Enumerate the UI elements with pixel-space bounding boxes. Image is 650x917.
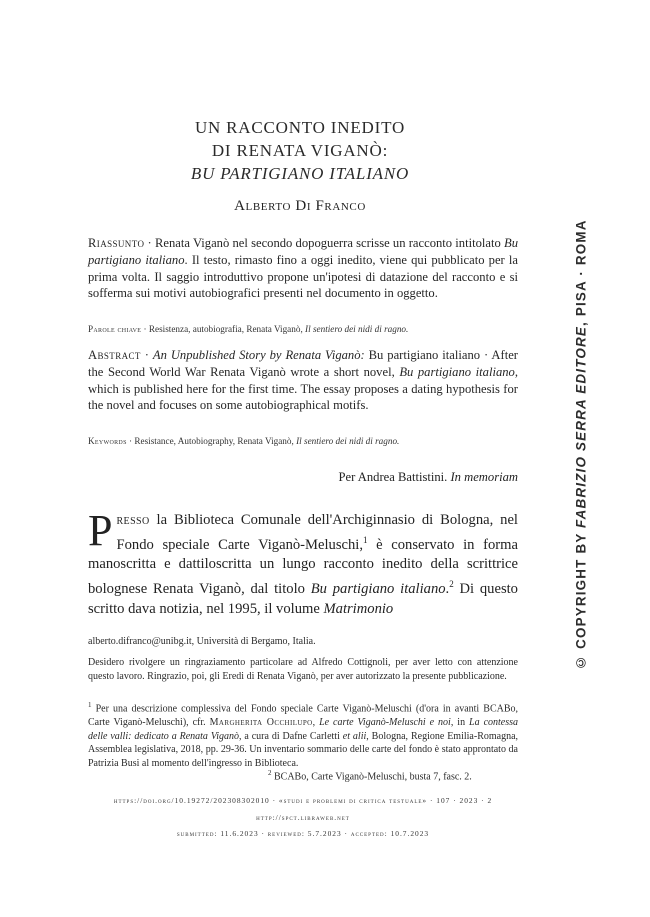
article-title-line-3: BU PARTIGIANO ITALIANO [190,164,410,183]
abstract-block: Abstract · An Unpublished Story by Renata Viganò: Bu partigiano italiano · After the Second World War Renata Viganò wrote a short novel, Bu partigiano italiano, which is published here for the first time. The essay proposes a dating hypothesis for the novel and focuses on some autobiographical motifs. [88,348,518,413]
footnote-1-book: La contessa delle valli: dedicato a Renata Viganò [88,716,519,742]
footnote-1-text-a: Per una descrizione complessiva del Fondo speciale Carte Viganò-Meluschi (d'ora in avanti BCABo, Carte Viganò-Meluschi), cfr. [88,703,519,728]
abstract-label: Abstract [88,348,141,362]
article-title-line-1: UN RACCONTO INEDITO [194,118,406,137]
dedication-text: Per Andrea Battistini. [338,470,448,484]
riassunto-label: Riassunto [88,236,145,250]
body-work-title: Bu partigiano italiano [310,581,446,598]
footnote-1-number: 1 [88,701,92,709]
keywords-work: Il sentiero dei nidi di ragno. [296,436,400,446]
footnote-2 [268,767,518,784]
footnote-1-work: Le carte Viganò-Meluschi e noi [319,716,451,728]
footnote-1-text-c: , a cura di Dafne Carletti [238,730,340,742]
abstract-title-a: An Unpublished Story by Renata Viganò: [152,348,365,362]
author-name: Alberto Di Franco [234,198,366,214]
body-text-b: è conservato in forma manoscritta e dattiloscritta un lungo racconto inedito della scrittrice bolognese Renata Viganò, dal titolo [88,536,518,598]
acknowledgements-note: Desidero rivolgere un ringraziamento particolare ad Alfredo Cottignoli, per aver letto con attenzione questo lavoro. Ringrazio, poi, gli Eredi di Renata Viganò, per aver autorizzato la presente pubblicazione. [88,657,518,682]
dedication [339,470,518,485]
footer-doi-line: https://doi.org/10.19272/202308302010 · «studi e problemi di critica testuale» · 107 · 2023 · 2 [113,796,493,805]
body-text-c: Di questo scritto dava notizia, nel 1995, il volume [88,581,518,617]
parole-chiave-label: Parole chiave [88,324,142,334]
footnote-2-number: 2 [268,769,272,777]
abstract-text-a: After the Second World War Renata Viganò wrote a short novel, [88,348,518,379]
footer-dates: submitted: 11.6.2023 · reviewed: 5.7.2023 · accepted: 10.7.2023 [176,829,430,838]
footer-url: http://spct.libraweb.net [256,813,350,822]
footnote-1-author: Margherita Occhilupo [209,716,313,728]
riassunto-text-b: . Il testo, rimasto fino a oggi inedito, viene qui pubblicato per la prima volta. Il saggio introduttivo propone un'ipotesi di datazione del racconto e si sofferma sui motivi autobiografici presenti nel documento in oggetto. [88,252,518,301]
footnote-1-text-d: , Bologna, Regione Emilia-Romagna, Assemblea legislativa, 2018, pp. 29-36. Un inventario sommario delle carte del fondo è stato approntato da Patrizia Busi al momento dell'ingresso in Biblioteca. [88,730,519,769]
author-affiliation: alberto.difranco@unibg.it, Università di Bergamo, Italia. [88,636,316,647]
copyright-vertical [570,195,592,695]
parole-chiave-text: Resistenza, autobiografia, Renata Viganò, [148,324,303,334]
footnote-1: $^1$ Per una descrizione complessiva del Fondo speciale Carte Viganò-Meluschi (d'ora in avanti BCABo, Carte Viganò-Meluschi), cfr. Margherita Occhilupo, Le carte Viganò-Meluschi e noi, in La contessa delle valli: dedicato a Renata Viganò, a cura di Dafne Carletti et alii, Bologna, Regione Emilia-Romagna, Assemblea legislativa, 2018, pp. 29-36. Un inventario sommario delle carte del fondo è stato approntato da Patrizia Busi al momento dell'ingresso in Biblioteca. [88,701,519,769]
footnote-ref-1: 1 [362,534,368,545]
copyright-publisher: FABRIZIO SERRA EDITORE [573,326,589,529]
riassunto-block: Riassunto · Renata Viganò nel secondo dopoguerra scrisse un racconto intitolato Bu partigiano italiano. Il testo, rimasto fino a oggi inedito, viene qui pubblicato per la prima volta. Il saggio introduttivo propone un'ipotesi di datazione del racconto e si sofferma sui motivi autobiografici presenti nel documento in oggetto. [88,236,518,301]
parole-chiave-work: Il sentiero dei nidi di ragno. [305,324,409,334]
article-title-line-2: DI RENATA VIGANÒ: [211,141,389,160]
body-opening-smallcaps: resso [116,512,150,528]
drop-cap: P [88,506,113,555]
body-text-a: la Biblioteca Comunale dell'Archiginnasio di Bologna, nel Fondo speciale Carte Viganò-Meluschi, [116,512,518,553]
riassunto-work-title: Bu partigiano italiano [88,236,518,267]
body-work-title-2: Matrimonio [323,600,394,617]
footnote-1-text-b: , in [450,716,466,728]
keywords-line: Keywords · Resistance, Autobiography, Renata Viganò, Il sentiero dei nidi di ragno. [88,436,400,446]
keywords-text: Resistance, Autobiography, Renata Viganò, [134,436,294,446]
footnote-1-etalii: et alii [342,730,367,742]
keywords-label: Keywords [88,436,127,446]
copyright-part-1: © COPYRIGHT BY [573,533,589,671]
riassunto-text-a: Renata Viganò nel secondo dopoguerra scrisse un racconto intitolato [154,236,501,250]
abstract-title-b: Bu partigiano italiano [368,348,481,362]
abstract-text-b: , which is published here for the first time. The essay proposes a dating hypothesis for the novel and focuses on some autobiographical motifs. [88,364,518,413]
footnote-2-text: BCABo, Carte Viganò-Meluschi, busta 7, fasc. 2. [274,771,472,783]
dedication-memoriam: In memoriam [450,470,518,484]
copyright-part-2: , PISA · ROMA [573,219,589,327]
parole-chiave-line: Parole chiave · Resistenza, autobiografia, Renata Viganò, Il sentiero dei nidi di ragno. [88,324,409,334]
abstract-work-title: Bu partigiano italiano [399,364,515,379]
footnote-ref-2: 2 [449,579,454,590]
body-paragraph: Presso la Biblioteca Comunale dell'Archiginnasio di Bologna, nel Fondo speciale Carte Viganò-Meluschi,$^1$ è conservato in forma manoscritta e dattiloscritta un lungo racconto inedito della scrittrice bolognese Renata Viganò, dal titolo Bu partigiano italiano.$^2$ Di questo scritto dava notizia, nel 1995, il volume Matrimonio [88,506,518,617]
